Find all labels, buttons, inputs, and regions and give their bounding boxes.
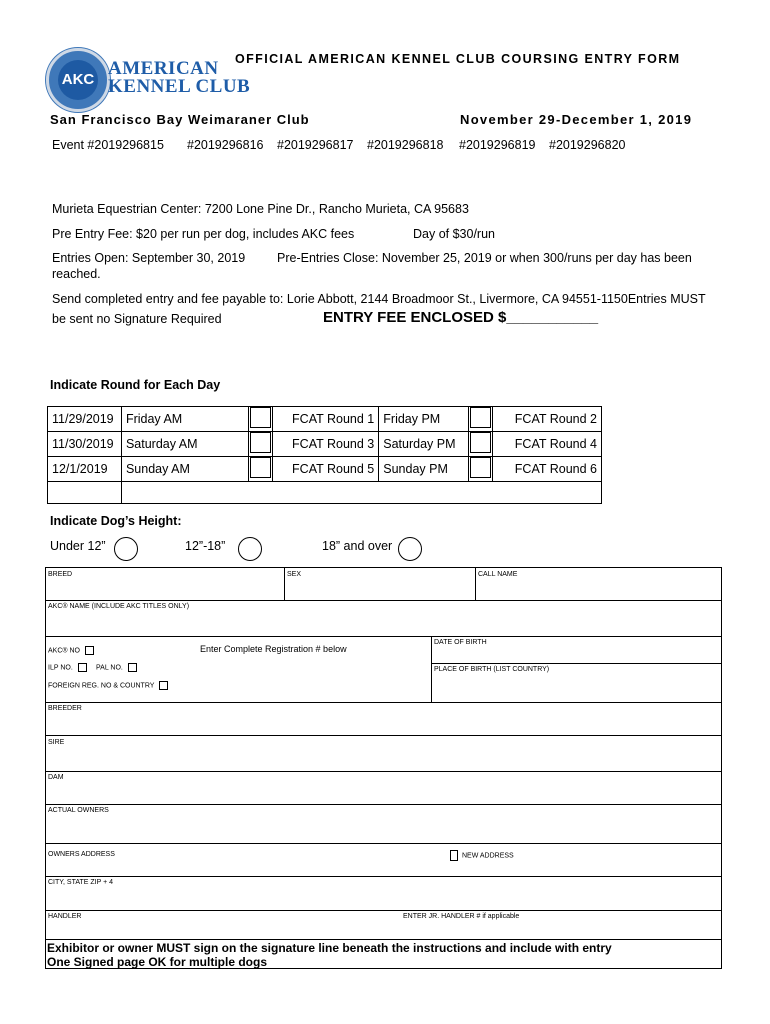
round-date: 12/1/2019: [48, 457, 122, 482]
event-number: #2019296820: [549, 138, 626, 152]
new-address-option: NEW ADDRESS: [450, 850, 514, 861]
actual-owners-field[interactable]: [45, 804, 722, 844]
breeder-label: BREEDER: [48, 705, 82, 712]
am-round-checkbox[interactable]: [250, 432, 271, 453]
am-round-checkbox[interactable]: [250, 457, 271, 478]
handler-field[interactable]: [45, 910, 722, 940]
akc-no-checkbox[interactable]: [85, 646, 94, 655]
round-row: [48, 407, 602, 432]
location-text: Murieta Equestrian Center: 7200 Lone Pine Dr., Rancho Murieta, CA 95683: [52, 202, 469, 216]
akc-no-label: AKC® NO: [48, 646, 94, 655]
round-am-day: Sunday AM: [121, 457, 249, 482]
height-12-18-radio[interactable]: [238, 537, 262, 561]
round-date: 11/30/2019: [48, 432, 122, 457]
pal-no-checkbox[interactable]: [128, 663, 137, 672]
entries-open-text: Entries Open: September 30, 2019: [52, 251, 246, 265]
event-number-primary: Event #2019296815: [52, 138, 164, 152]
round-pm-name: FCAT Round 2: [493, 407, 602, 432]
round-am-day: Friday AM: [121, 407, 249, 432]
pre-entry-fee-text: Pre Entry Fee: $20 per run per dog, includes AKC fees: [52, 227, 355, 241]
call-name-label: CALL NAME: [478, 571, 518, 578]
round-pm-day: Sunday PM: [379, 457, 469, 482]
round-date: 11/29/2019: [48, 407, 122, 432]
height-under-12-radio[interactable]: [114, 537, 138, 561]
event-number: #2019296819: [459, 138, 536, 152]
height-option-label: 18” and over: [322, 539, 393, 553]
actual-owners-label: ACTUAL OWNERS: [48, 807, 109, 814]
reached-text: reached.: [52, 267, 101, 281]
city-state-field[interactable]: [45, 876, 722, 911]
club-name: San Francisco Bay Weimaraner Club: [50, 112, 310, 127]
round-am-name: FCAT Round 1: [273, 407, 379, 432]
city-state-label: CITY, STATE ZIP + 4: [48, 879, 114, 886]
round-pm-name: FCAT Round 6: [493, 457, 602, 482]
owners-address-label: OWNERS ADDRESS: [48, 851, 115, 858]
ilp-no-checkbox[interactable]: [78, 663, 87, 672]
sire-label: SIRE: [48, 739, 65, 746]
height-18-over-radio[interactable]: [398, 537, 422, 561]
rounds-heading: Indicate Round for Each Day: [50, 378, 221, 392]
round-am-name: FCAT Round 3: [273, 432, 379, 457]
pm-round-checkbox[interactable]: [470, 407, 491, 428]
event-dates: November 29-December 1, 2019: [460, 112, 693, 127]
height-heading: Indicate Dog’s Height:: [50, 514, 182, 528]
signed-page-note: One Signed page OK for multiple dogs: [47, 955, 268, 969]
day-of-fee-text: Day of $30/run: [413, 227, 495, 241]
jr-handler-label: ENTER JR. HANDLER # if applicable: [403, 913, 520, 920]
sex-label: SEX: [287, 571, 302, 578]
round-row: [48, 432, 602, 457]
send-entry-text: Send completed entry and fee payable to: Lorie Abbott, 2144 Broadmoor St., Livermore, CA 94551-1150Entries MUST: [52, 292, 706, 306]
breed-label: BREED: [48, 571, 73, 578]
rounds-table: [47, 406, 602, 504]
akc-name-label: AKC® NAME (INCLUDE AKC TITLES ONLY): [48, 603, 190, 610]
event-number: #2019296816: [187, 138, 264, 152]
owners-address-field[interactable]: [45, 843, 722, 877]
round-pm-day: Saturday PM: [379, 432, 469, 457]
entry-fee-enclosed: ENTRY FEE ENCLOSED $___________: [323, 309, 599, 326]
breeder-field[interactable]: [45, 702, 722, 736]
foreign-reg-label: FOREIGN REG. NO & COUNTRY: [48, 681, 168, 690]
place-of-birth-label: PLACE OF BIRTH (LIST COUNTRY): [434, 666, 550, 673]
breed-field[interactable]: [45, 567, 285, 601]
height-option-label: 12”-18”: [185, 539, 226, 553]
pal-no-label: PAL NO.: [96, 663, 137, 672]
handler-label: HANDLER: [48, 913, 82, 920]
round-pm-day: Friday PM: [379, 407, 469, 432]
round-pm-name: FCAT Round 4: [493, 432, 602, 457]
signature-instruction: Exhibitor or owner MUST sign on the signature line beneath the instructions and include with entry: [47, 941, 612, 955]
sire-field[interactable]: [45, 735, 722, 772]
date-of-birth-label: DATE OF BIRTH: [434, 639, 487, 646]
am-round-checkbox[interactable]: [250, 407, 271, 428]
height-option-label: Under 12”: [50, 539, 106, 553]
akc-logo-badge: AKC: [58, 60, 98, 100]
event-number: #2019296817: [277, 138, 354, 152]
logo-line-kennel-club: KENNEL CLUB: [108, 76, 251, 97]
new-address-checkbox[interactable]: [450, 850, 458, 861]
form-title: OFFICIAL AMERICAN KENNEL CLUB COURSING ENTRY FORM: [235, 52, 681, 66]
round-row: [48, 457, 602, 482]
pm-round-checkbox[interactable]: [470, 457, 491, 478]
akc-logo-seal: [46, 48, 110, 112]
dam-label: DAM: [48, 774, 64, 781]
sex-field[interactable]: [284, 567, 476, 601]
pre-entries-close-text: Pre-Entries Close: November 25, 2019 or when 300/runs per day has been: [277, 251, 692, 265]
round-am-name: FCAT Round 5: [273, 457, 379, 482]
pm-round-checkbox[interactable]: [470, 432, 491, 453]
no-signature-text: be sent no Signature Required: [52, 312, 222, 326]
enter-registration-label: Enter Complete Registration # below: [200, 644, 347, 654]
event-number: #2019296818: [367, 138, 444, 152]
round-am-day: Saturday AM: [121, 432, 249, 457]
foreign-reg-checkbox[interactable]: [159, 681, 168, 690]
round-row-blank: [48, 482, 602, 504]
dam-field[interactable]: [45, 771, 722, 805]
ilp-no-label: ILP NO.: [48, 663, 87, 672]
logo-line-american: AMERICAN: [108, 58, 219, 79]
